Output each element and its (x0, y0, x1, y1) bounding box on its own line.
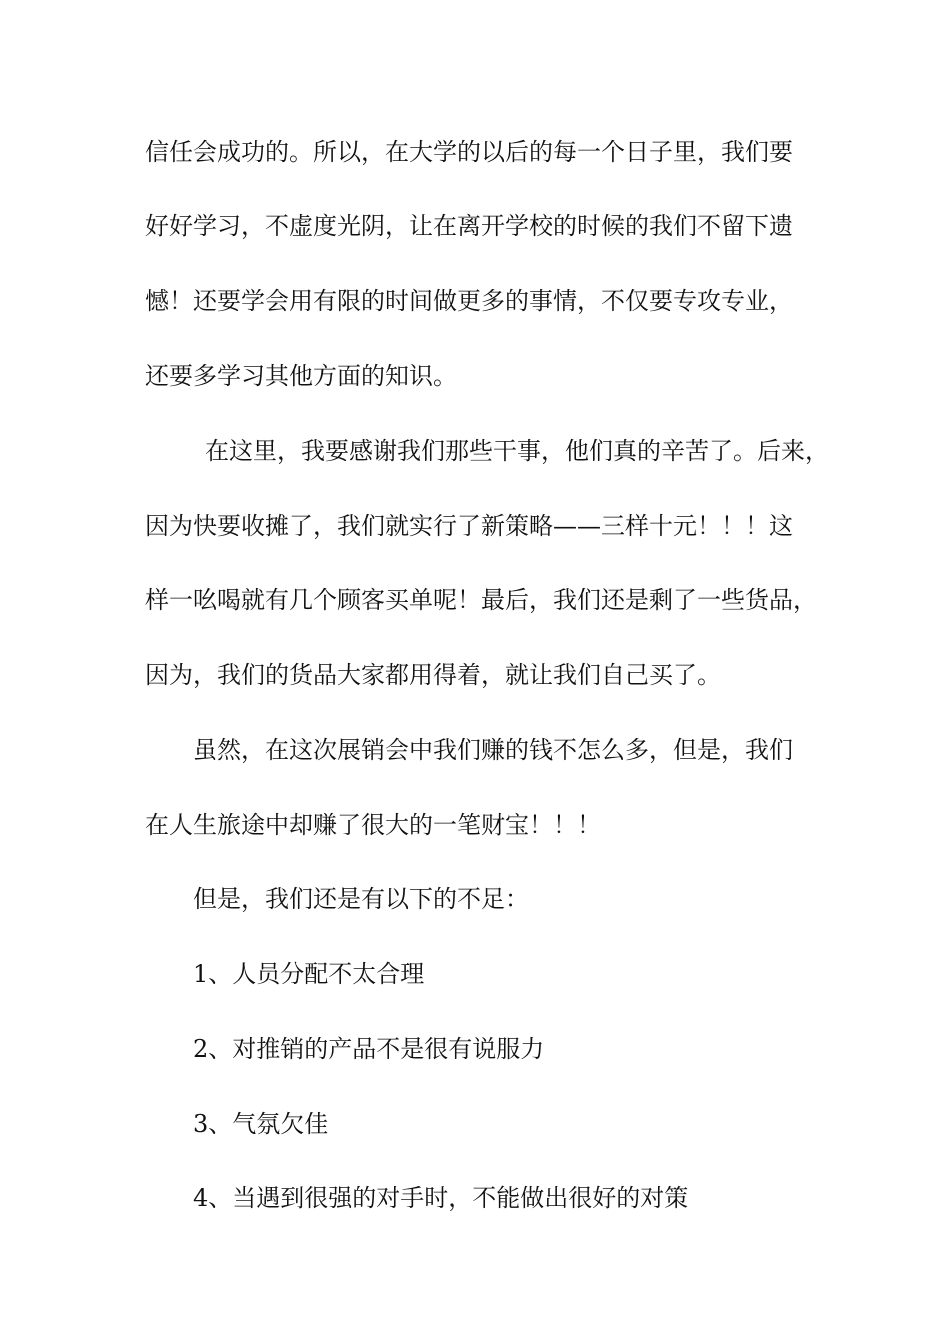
list-item-2: 2、对推销的产品不是很有说服力 (193, 1035, 545, 1063)
list-item-3: 3、气氛欠佳 (193, 1110, 329, 1138)
paragraph-start-2: 虽然，在这次展销会中我们赚的钱不怎么多，但是，我们 (193, 736, 793, 764)
text-line-2: 好好学习，不虚度光阴，让在离开学校的时候的我们不留下遗 (145, 212, 793, 240)
text-line-10: 在人生旅途中却赚了很大的一笔财宝！！！ (145, 811, 601, 839)
text-line-3: 憾！还要学会用有限的时间做更多的事情，不仅要专攻专业， (145, 287, 793, 315)
paragraph-start-3: 但是，我们还是有以下的不足： (193, 885, 529, 913)
text-line-1: 信任会成功的。所以，在大学的以后的每一个日子里，我们要 (145, 138, 793, 166)
text-line-7: 样一吆喝就有几个顾客买单呢！最后，我们还是剩了一些货品， (145, 586, 817, 614)
paragraph-start-1: 在这里，我要感谢我们那些干事，他们真的辛苦了。后来， (205, 437, 829, 465)
text-line-4: 还要多学习其他方面的知识。 (145, 362, 457, 390)
list-item-1: 1、人员分配不太合理 (193, 960, 425, 988)
text-line-6: 因为快要收摊了，我们就实行了新策略——三样十元！！！这 (145, 512, 793, 540)
list-item-4: 4、当遇到很强的对手时，不能做出很好的对策 (193, 1184, 689, 1212)
text-line-8: 因为，我们的货品大家都用得着，就让我们自己买了。 (145, 661, 721, 689)
